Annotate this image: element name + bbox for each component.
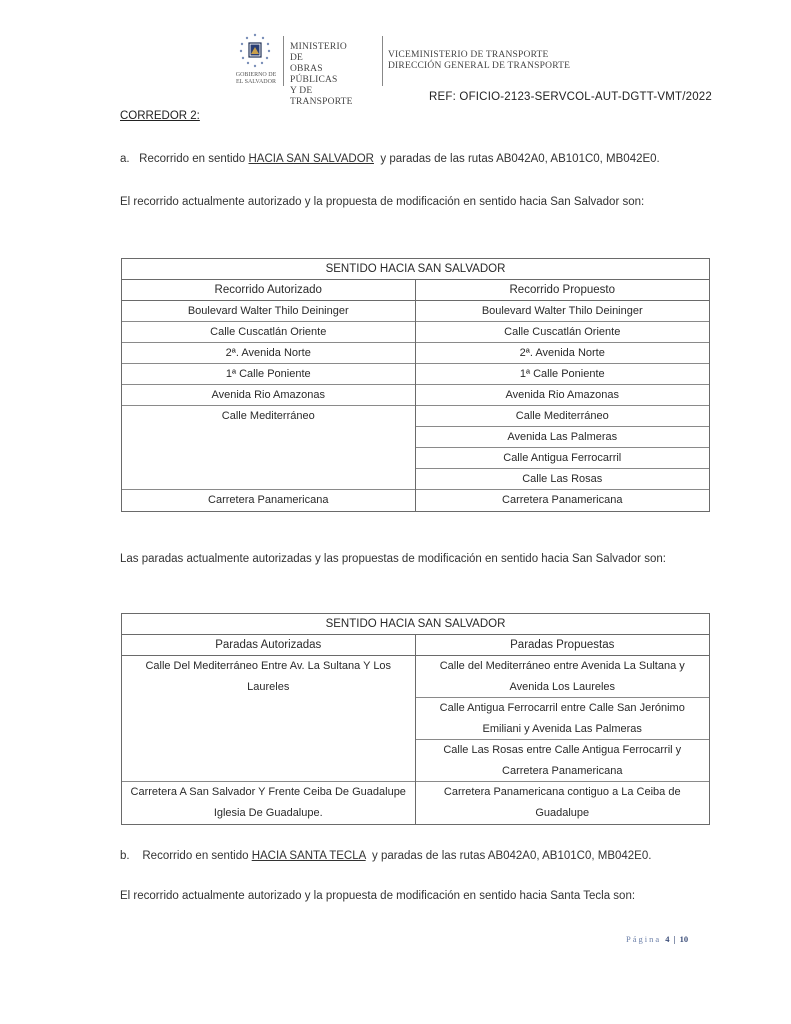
- table-cell: Calle Cuscatlán Oriente: [416, 322, 710, 343]
- coat-of-arms-icon: [238, 32, 272, 72]
- section-b-suffix: y paradas de las rutas AB042A0, AB101C0, MB042E0.: [365, 850, 652, 862]
- reference-number: REF: OFICIO-2123-SERVCOL-AUT-DGTT-VMT/2022: [429, 91, 712, 103]
- column-header: Paradas Autorizadas: [122, 635, 415, 656]
- header-divider: [382, 36, 383, 86]
- page-total: 10: [679, 934, 689, 944]
- column-header: Paradas Propuestas: [416, 635, 710, 656]
- column-header: Recorrido Autorizado: [122, 280, 415, 301]
- table-cell: 1ª Calle Poniente: [122, 364, 415, 385]
- table-cell: [416, 656, 710, 698]
- section-a-suffix: y paradas de las rutas AB042A0, AB101C0, MB042E0.: [373, 153, 660, 165]
- header-divider: [283, 36, 284, 86]
- table-cell: Calle Cuscatlán Oriente: [122, 322, 415, 343]
- cell-line: Carretera Panamericana: [502, 765, 623, 777]
- table-cell: Calle Antigua Ferrocarril: [416, 448, 710, 469]
- cell-line: Avenida Los Laureles: [509, 681, 616, 693]
- table-title: SENTIDO HACIA SAN SALVADOR: [122, 259, 709, 280]
- table-cell: Carretera Panamericana: [502, 494, 623, 506]
- section-b-prefix: b. Recorrido en sentido: [120, 850, 252, 862]
- cell-line: Calle Del Mediterráneo Entre Av. La Sultana Y Los: [145, 660, 392, 672]
- authorized-stops-column: [122, 635, 416, 824]
- authorized-route-column: [122, 280, 416, 511]
- table-cell: [416, 698, 710, 740]
- table-cell: Boulevard Walter Thilo Deininger: [122, 301, 415, 322]
- section-b-heading: [120, 850, 651, 862]
- table-cell: Carretera Panamericana: [208, 494, 329, 506]
- page-separator: |: [673, 934, 676, 944]
- table-cell: Avenida Las Palmeras: [416, 427, 710, 448]
- table-cell: 1ª Calle Poniente: [416, 364, 710, 385]
- vice-ministry-name: [388, 50, 570, 72]
- intro-paradas-a: Las paradas actualmente autorizadas y las propuestas de modificación en sentido hacia San Salvador son:: [120, 553, 666, 565]
- route-table-san-salvador: [121, 258, 710, 512]
- cell-line: Emiliani y Avenida Las Palmeras: [482, 723, 642, 735]
- table-cell: [122, 656, 415, 782]
- table-cell: Avenida Rio Amazonas: [122, 385, 415, 406]
- intro-recorrido-b: El recorrido actualmente autorizado y la propuesta de modificación en sentido hacia Santa Tecla son:: [120, 890, 636, 902]
- ministry-name: [290, 42, 353, 108]
- cell-line: Calle del Mediterráneo entre Avenida La Sultana y: [439, 660, 685, 672]
- page-label: Página: [626, 934, 662, 944]
- page-number: 4: [665, 934, 670, 944]
- proposed-route-column: [416, 280, 710, 511]
- cell-line: Laureles: [247, 681, 290, 693]
- table-cell: [416, 740, 710, 782]
- table-cell: Calle Mediterráneo: [122, 406, 415, 490]
- section-b-direction: HACIA SANTA TECLA: [251, 850, 366, 862]
- stops-table-san-salvador: [121, 613, 710, 825]
- vice-line: VICEMINISTERIO DE TRANSPORTE: [388, 50, 549, 60]
- cell-line: Iglesia De Guadalupe.: [213, 807, 323, 819]
- intro-recorrido-a: El recorrido actualmente autorizado y la propuesta de modificación en sentido hacia San Salvador son:: [120, 196, 645, 208]
- section-a-prefix: a. Recorrido en sentido: [120, 153, 249, 165]
- table-cell: Boulevard Walter Thilo Deininger: [416, 301, 710, 322]
- cell-line: Carretera Panamericana contiguo a La Ceiba de: [443, 786, 681, 798]
- cell-line: Calle Las Rosas entre Calle Antigua Ferrocarril y: [443, 744, 682, 756]
- section-a-heading: [120, 153, 660, 165]
- cell-line: Calle Antigua Ferrocarril entre Calle San Jerónimo: [439, 702, 685, 714]
- table-cell: Calle Las Rosas: [416, 469, 710, 490]
- table-cell: Calle Mediterráneo: [416, 406, 710, 427]
- ministry-line: Y DE TRANSPORTE: [290, 86, 353, 107]
- vice-line: DIRECCIÓN GENERAL DE TRANSPORTE: [388, 61, 571, 71]
- ministry-line: MINISTERIO DE: [290, 42, 347, 63]
- seal-caption: GOBIERNO DE EL SALVADOR: [235, 72, 277, 85]
- proposed-stops-column: [416, 635, 710, 824]
- cell-line: Carretera A San Salvador Y Frente Ceiba De Guadalupe: [130, 786, 406, 798]
- table-title: SENTIDO HACIA SAN SALVADOR: [122, 614, 709, 635]
- table-cell: [122, 782, 415, 824]
- table-cell: 2ª. Avenida Norte: [122, 343, 415, 364]
- table-cell: [416, 782, 710, 824]
- ministry-line: OBRAS PÚBLICAS: [290, 64, 338, 85]
- cell-line: Guadalupe: [535, 807, 590, 819]
- page-footer: [626, 934, 688, 944]
- table-cell: Avenida Rio Amazonas: [416, 385, 710, 406]
- table-cell: 2ª. Avenida Norte: [416, 343, 710, 364]
- corridor-heading: CORREDOR 2:: [120, 110, 200, 122]
- section-a-direction: HACIA SAN SALVADOR: [248, 153, 374, 165]
- column-header: Recorrido Propuesto: [416, 280, 710, 301]
- government-seal: [228, 30, 282, 77]
